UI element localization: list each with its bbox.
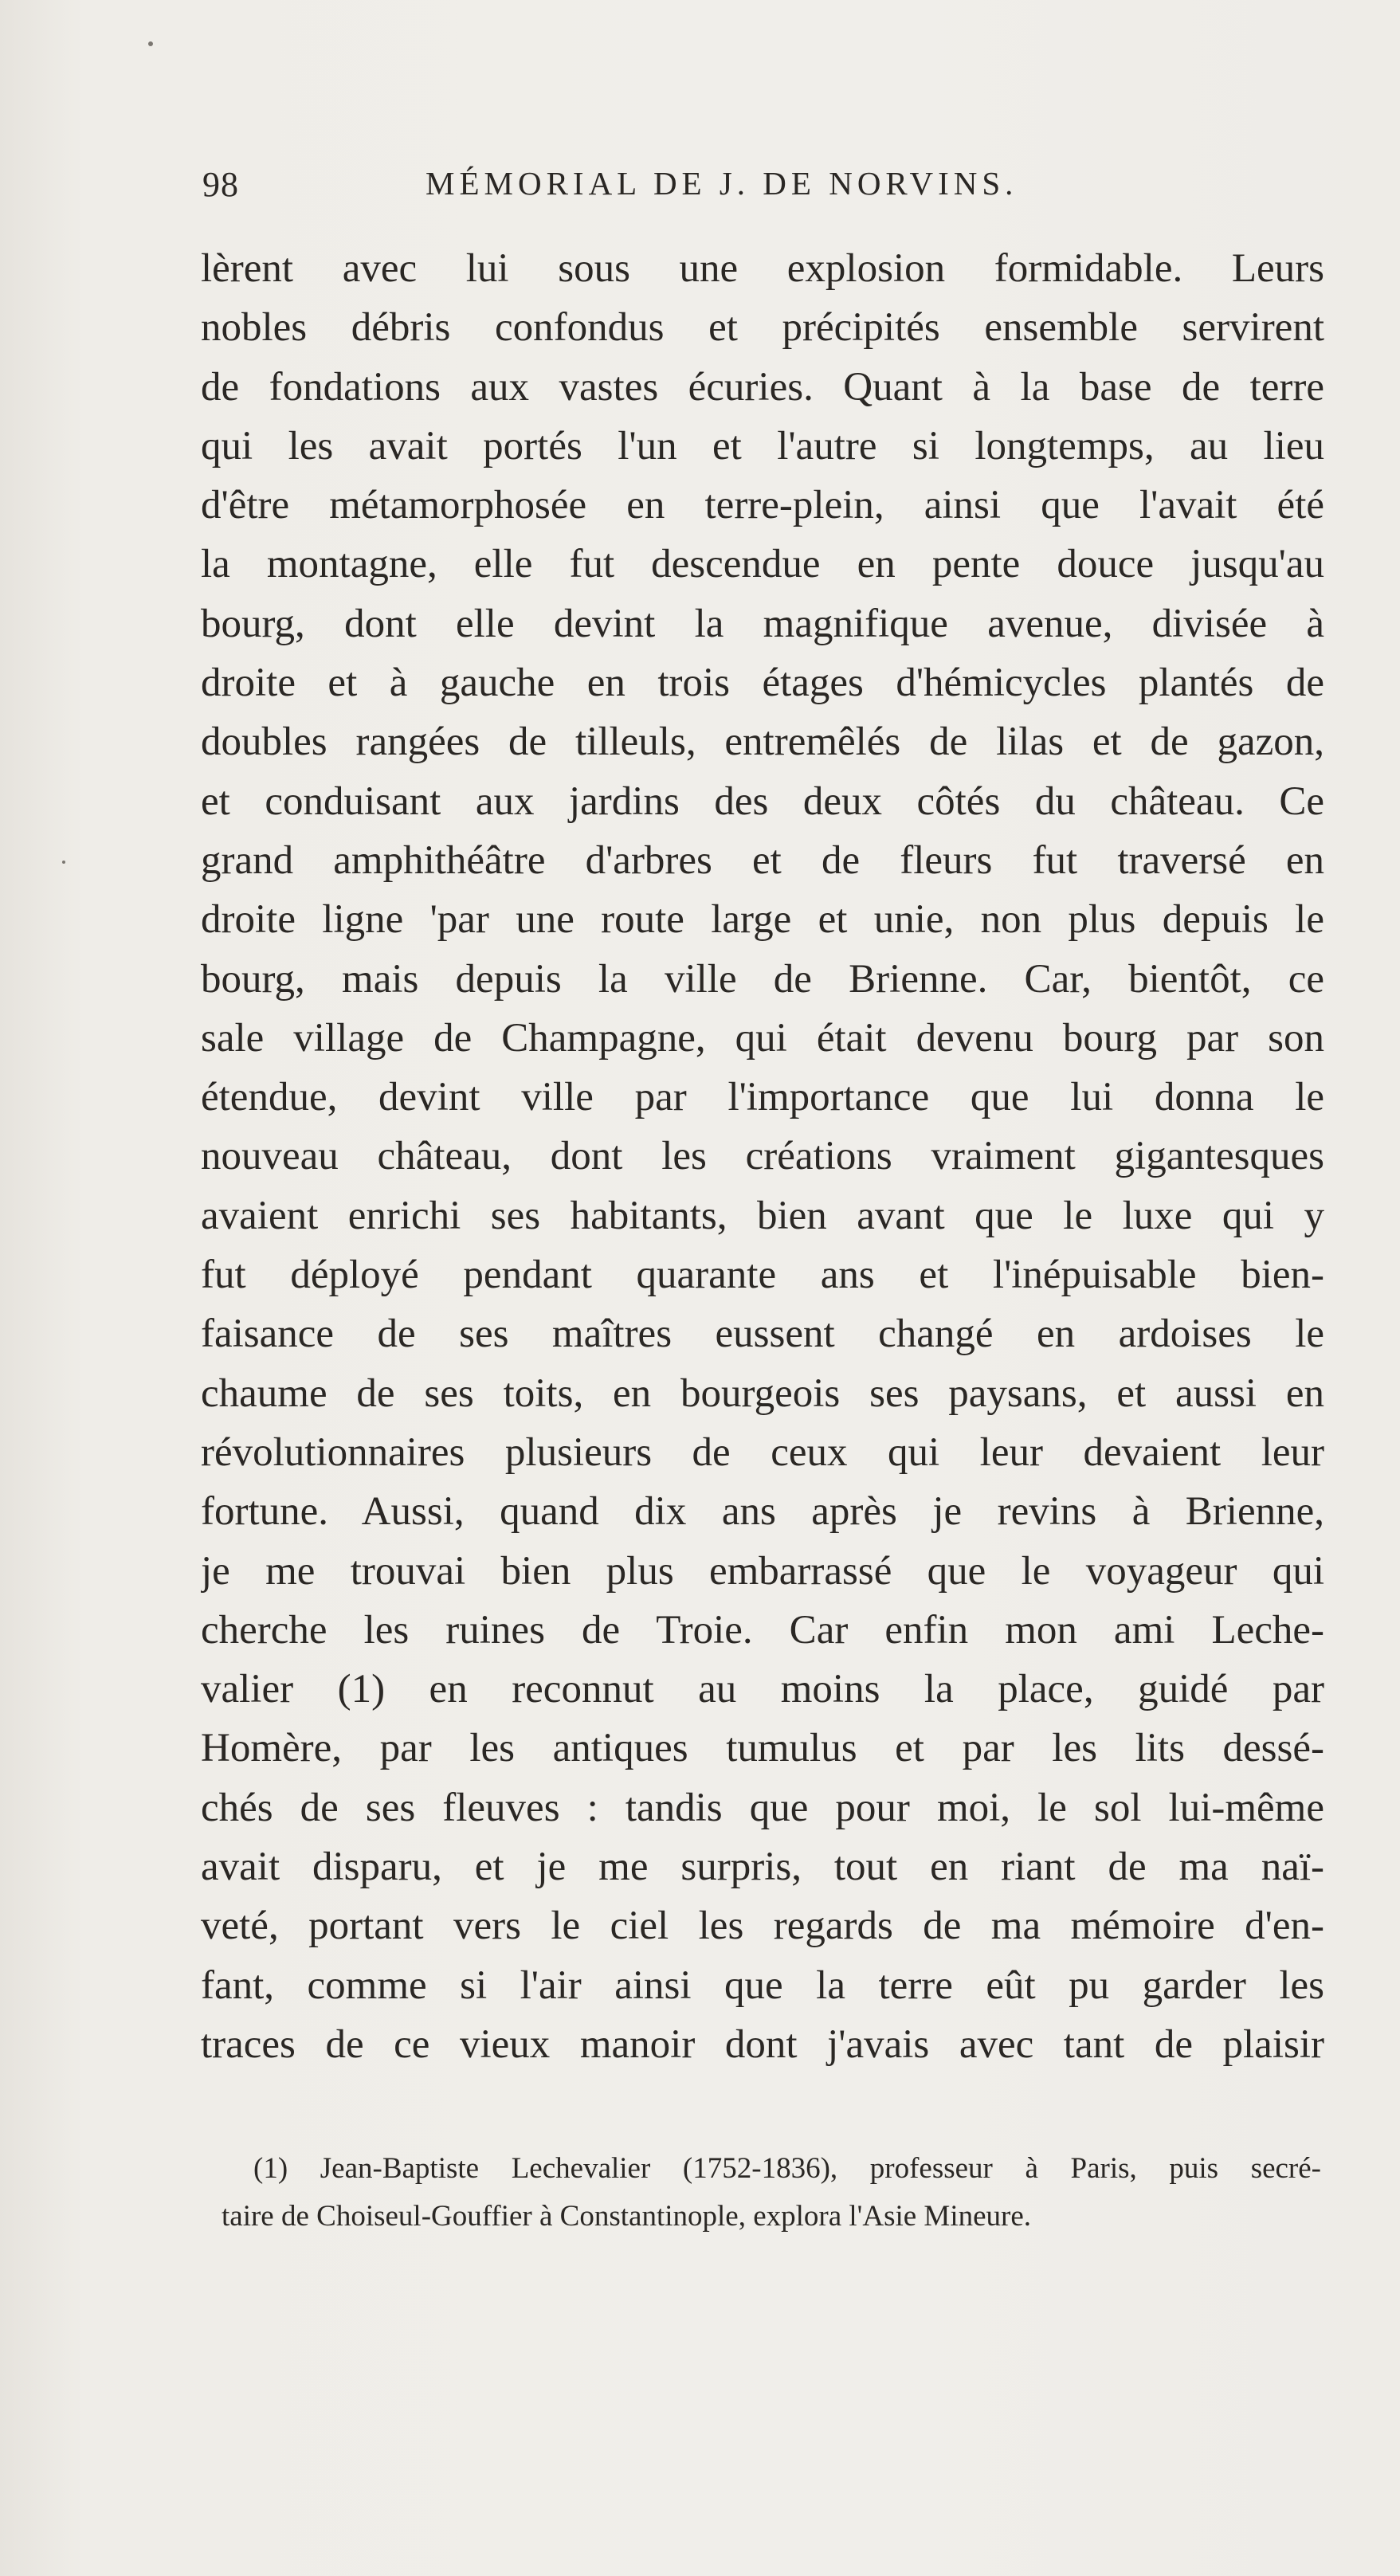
text-line: cherche les ruines de Troie. Car enfin mon ami Leche- <box>201 1607 1324 1653</box>
text-line: lèrent avec lui sous une explosion formidable. Leurs <box>201 246 1324 291</box>
ink-speck <box>62 861 65 864</box>
text-line: qui les avait portés l'un et l'autre si longtemps, au lieu <box>201 423 1324 469</box>
text-line: traces de ce vieux manoir dont j'avais avec tant de plaisir <box>201 2021 1324 2067</box>
text-line: nouveau château, dont les créations vraiment gigantesques <box>201 1134 1324 1179</box>
footnote-line: (1) Jean-Baptiste Lechevalier (1752-1836), professeur à Paris, puis secré- <box>253 2152 1321 2185</box>
running-head: MÉMORIAL DE J. DE NORVINS. <box>425 165 1018 202</box>
text-line: faisance de ses maîtres eussent changé en ardoises le <box>201 1312 1324 1357</box>
footnotes <box>222 2145 1321 2241</box>
text-line: et conduisant aux jardins des deux côtés du château. Ce <box>201 778 1324 824</box>
text-line: avaient enrichi ses habitants, bien avant que le luxe qui y <box>201 1193 1324 1238</box>
page-header <box>202 164 1071 212</box>
text-line: fant, comme si l'air ainsi que la terre eût pu garder les <box>201 1962 1324 2008</box>
text-line: chaume de ses toits, en bourgeois ses paysans, et aussi en <box>201 1370 1324 1416</box>
text-line: fortune. Aussi, quand dix ans après je revins à Brienne, <box>201 1489 1324 1535</box>
text-line: droite ligne 'par une route large et unie, non plus depuis le <box>201 897 1324 943</box>
text-line: valier (1) en reconnut au moins la place, guidé par <box>201 1667 1324 1712</box>
text-line: chés de ses fleuves : tandis que pour moi, le sol lui-même <box>201 1785 1324 1830</box>
text-line: de fondations aux vastes écuries. Quant à la base de terre <box>201 364 1324 410</box>
page-number: 98 <box>202 165 239 204</box>
text-line: avait disparu, et je me surpris, tout en riant de ma naï- <box>201 1845 1324 1890</box>
text-line: étendue, devint ville par l'importance que lui donna le <box>201 1075 1324 1120</box>
text-line: la montagne, elle fut descendue en pente douce jusqu'au <box>201 542 1324 587</box>
text-line: je me trouvai bien plus embarrassé que le voyageur qui <box>201 1548 1324 1594</box>
text-line: Homère, par les antiques tumulus et par les lits dessé- <box>201 1726 1324 1771</box>
text-line: sale village de Champagne, qui était devenu bourg par son <box>201 1015 1324 1061</box>
text-line: bourg, dont elle devint la magnifique avenue, divisée à <box>201 601 1324 646</box>
footnote-line: taire de Choiseul-Gouffier à Constantinople, explora l'Asie Mineure. <box>222 2200 1032 2233</box>
text-line: révolutionnaires plusieurs de ceux qui leur devaient leur <box>201 1429 1324 1475</box>
body-text <box>201 239 1324 2074</box>
text-line: droite et à gauche en trois étages d'hémicycles plantés de <box>201 661 1324 706</box>
text-line: bourg, mais depuis la ville de Brienne. Car, bientôt, ce <box>201 956 1324 1002</box>
text-line: doubles rangées de tilleuls, entremêlés de lilas et de gazon, <box>201 719 1324 765</box>
text-line: fut déployé pendant quarante ans et l'inépuisable bien- <box>201 1253 1324 1298</box>
text-line: veté, portant vers le ciel les regards de ma mémoire d'en- <box>201 1904 1324 1949</box>
text-line: d'être métamorphosée en terre-plein, ainsi que l'avait été <box>201 483 1324 528</box>
text-line: grand amphithéâtre d'arbres et de fleurs fut traversé en <box>201 837 1324 883</box>
ink-speck <box>148 41 153 46</box>
text-line: nobles débris confondus et précipités ensemble servirent <box>201 305 1324 351</box>
